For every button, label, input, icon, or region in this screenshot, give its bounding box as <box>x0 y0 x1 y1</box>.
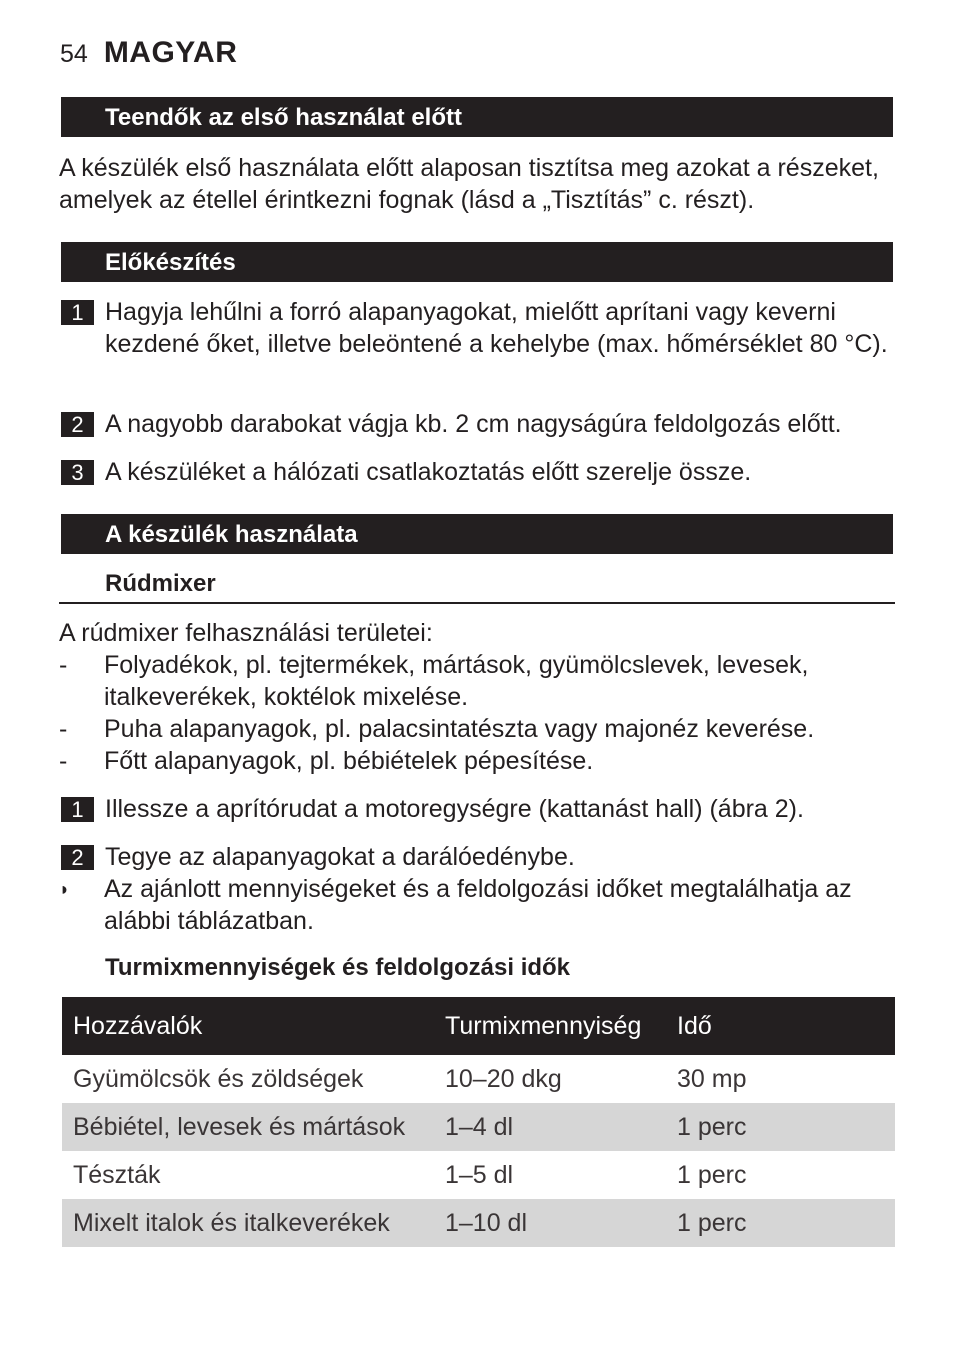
list-item <box>59 649 889 713</box>
table-row <box>62 1199 895 1247</box>
dash-bullet: - <box>59 715 68 743</box>
column-header-time: Idő <box>666 997 895 1055</box>
list-item <box>59 745 889 777</box>
page-number: 54 <box>60 40 88 68</box>
subsection-title-blender: Rúdmixer <box>105 570 216 597</box>
preparation-step-2 <box>61 408 891 440</box>
table-row <box>62 1055 895 1103</box>
dash-bullet: - <box>59 651 68 679</box>
step-text: Tegye az alapanyagokat a darálóedénybe. <box>105 843 575 871</box>
table-cell: 1 perc <box>677 1160 747 1189</box>
table-row <box>62 1151 895 1199</box>
note-item <box>59 873 889 937</box>
section-title-first-use: Teendők az első használat előtt <box>61 97 893 137</box>
table-cell: Gyümölcsök és zöldségek <box>73 1064 364 1093</box>
table-cell: 1–10 dl <box>434 1199 666 1247</box>
section-title-usage: A készülék használata <box>61 514 893 554</box>
page-header <box>60 36 237 70</box>
step-number-badge: 1 <box>61 300 94 325</box>
first-use-paragraph: A készülék első használata előtt alaposan tisztítsa meg azokat a részeket, amelyek az étellel érintkezni fognak (lásd a „Tisztítás” c. részt). <box>59 154 879 214</box>
column-header-ingredients: Hozzávalók <box>62 997 434 1055</box>
table-cell: Tészták <box>73 1160 161 1189</box>
step-number-badge: 1 <box>61 797 94 822</box>
dash-bullet: - <box>59 747 68 775</box>
step-text: Hagyja lehűlni a forró alapanyagokat, mielőtt aprítani vagy keverni kezdené őket, illetve beleöntené a kehelybe (max. hőmérséklet 80 °C). <box>105 298 888 358</box>
table-cell: 1–4 dl <box>434 1103 666 1151</box>
list-item-text: Puha alapanyagok, pl. palacsintatészta vagy majonéz keverése. <box>104 715 815 743</box>
note-arrow-icon: ◗ <box>59 879 70 899</box>
list-item <box>59 713 889 745</box>
section-title-preparation: Előkészítés <box>61 242 893 282</box>
table-cell: 1 perc <box>666 1199 895 1247</box>
list-item-text: Főtt alapanyagok, pl. bébiételek pépesítése. <box>104 747 594 775</box>
table-cell: 10–20 dkg <box>445 1064 562 1093</box>
preparation-step-3 <box>61 456 891 488</box>
step-text: A nagyobb darabokat vágja kb. 2 cm nagyságúra feldolgozás előtt. <box>105 410 842 438</box>
step-number-badge: 2 <box>61 412 94 437</box>
table-cell: Mixelt italok és italkeverékek <box>62 1199 434 1247</box>
column-header-quantity: Turmixmennyiség <box>434 997 666 1055</box>
table-row <box>62 1103 895 1151</box>
table-header-row <box>62 997 895 1055</box>
preparation-step-1 <box>61 296 891 360</box>
usage-intro: A rúdmixer felhasználási területei: <box>59 619 433 647</box>
table-title: Turmixmennyiségek és feldolgozási idők <box>105 954 571 981</box>
usage-step-1 <box>61 793 891 825</box>
processing-times-table <box>62 997 895 1247</box>
step-number-badge: 3 <box>61 460 94 485</box>
table-cell: 30 mp <box>677 1064 747 1093</box>
subsection-divider <box>59 602 895 604</box>
table-cell: 1–5 dl <box>445 1160 514 1189</box>
step-text: Illessze a aprítórudat a motoregységre (kattanást hall) (ábra 2). <box>105 795 804 823</box>
language-heading: MAGYAR <box>103 36 238 69</box>
list-item-text: Folyadékok, pl. tejtermékek, mártások, gyümölcslevek, levesek, italkeverékek, koktélok mixelése. <box>104 651 809 711</box>
usage-step-2 <box>61 841 891 873</box>
table-cell: Bébiétel, levesek és mártások <box>62 1103 434 1151</box>
note-text: Az ajánlott mennyiségeket és a feldolgozási időket megtalálhatja az alábbi táblázatban. <box>104 875 852 935</box>
table-cell: 1 perc <box>666 1103 895 1151</box>
step-text: A készüléket a hálózati csatlakoztatás előtt szerelje össze. <box>105 458 752 486</box>
step-number-badge: 2 <box>61 845 94 870</box>
